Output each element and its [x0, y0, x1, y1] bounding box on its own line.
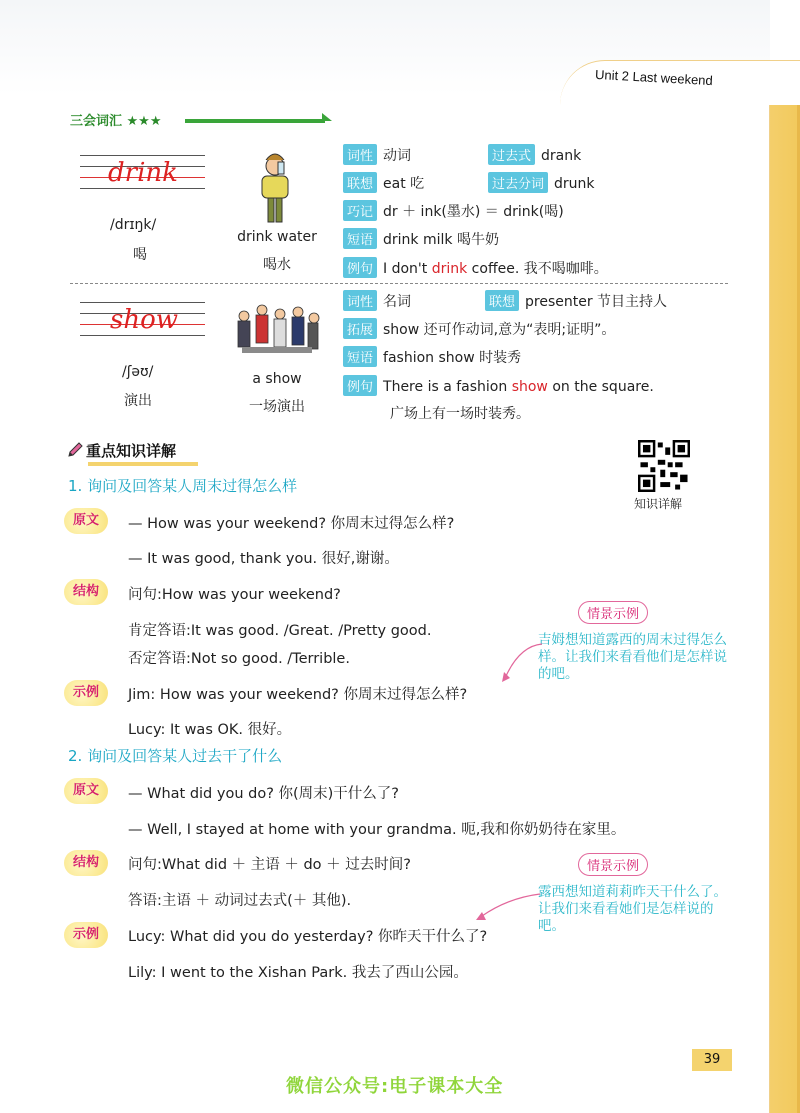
scenario-tag: 情景示例: [578, 601, 648, 624]
info-row: [485, 290, 667, 311]
info-row: [343, 200, 564, 221]
item-title: 2. 询问及回答某人过去干了什么: [68, 747, 283, 765]
pointer-arrow: [468, 890, 548, 930]
original-line: — It was good, thank you. 很好,谢谢。: [128, 551, 399, 567]
tag-part-of-speech: 词性: [343, 290, 377, 311]
section-bar: [185, 119, 325, 123]
structure-line: 问句:How was your weekend?: [128, 587, 341, 603]
example-label: 示例: [64, 680, 108, 706]
row-text: There is a fashion: [383, 379, 512, 395]
info-row: [343, 318, 615, 339]
row-text: drink milk 喝牛奶: [383, 232, 499, 248]
example-line: Lucy: It was OK. 很好。: [128, 722, 292, 738]
original-line: — How was your weekend? 你周末过得怎么样?: [128, 516, 455, 532]
highlight-word: show: [511, 379, 548, 395]
info-row: [343, 375, 654, 396]
info-row: 广场上有一场时装秀。: [390, 406, 530, 422]
section-title: 三会词汇 ★★★: [70, 114, 162, 129]
show-illustration: [232, 298, 322, 364]
info-row: [343, 257, 608, 278]
structure-line: 答语:主语 ＋ 动词过去式(＋ 其他).: [128, 893, 352, 909]
unit-title: Unit 2 Last weekend: [594, 66, 714, 89]
highlight-word: drink: [431, 261, 468, 277]
knowledge-title-text: 重点知识详解: [86, 442, 177, 460]
picture-label-en: a show: [252, 371, 302, 387]
info-row: [488, 172, 595, 193]
row-text: on the square.: [547, 379, 654, 395]
word-meaning: 演出: [124, 393, 152, 409]
scenario-text: 吉姆想知道露西的周末过得怎么样。让我们来看看他们是怎样说的吧。: [538, 632, 727, 682]
row-text: fashion show 时装秀: [383, 350, 522, 366]
title-underline: [88, 462, 198, 466]
info-row: [343, 346, 521, 367]
row-text: 动词: [383, 148, 412, 164]
structure-label: 结构: [64, 850, 108, 876]
info-row: [343, 144, 411, 165]
row-text: show 还可作动词,意为“表明;证明”。: [383, 322, 616, 338]
structure-line: 问句:What did ＋ 主语 ＋ do ＋ 过去时间?: [128, 857, 411, 873]
word-meaning: 喝: [133, 247, 147, 263]
tag-association: 联想: [485, 290, 519, 311]
row-text: 名词: [383, 294, 412, 310]
row-text: presenter 节目主持人: [525, 294, 668, 310]
picture-label-cn: 喝水: [263, 257, 291, 273]
tag-example: 例句: [343, 257, 377, 278]
vocab-word: drink: [108, 158, 178, 188]
structure-label: 结构: [64, 579, 108, 605]
tag-example: 例句: [343, 375, 377, 396]
scenario-text: 露西想知道莉莉昨天干什么了。让我们来看看她们是怎样说的吧。: [538, 884, 727, 934]
row-text: coffee. 我不喝咖啡。: [467, 261, 608, 277]
phonetic: /ʃəʊ/: [122, 364, 154, 380]
picture-label-en: drink water: [237, 229, 317, 245]
item-title: 1. 询问及回答某人周末过得怎么样: [68, 477, 298, 495]
row-text: eat 吃: [383, 176, 425, 192]
row-text: dr ＋ ink(墨水) ＝ drink(喝): [383, 204, 564, 220]
tag-phrase: 短语: [343, 228, 377, 249]
row-text: I don't: [383, 261, 432, 277]
phonetic: /drɪŋk/: [110, 217, 157, 233]
vocab-word: show: [110, 305, 178, 335]
tag-past-participle: 过去分词: [488, 172, 548, 193]
drink-water-illustration: [248, 148, 298, 228]
structure-line: 否定答语:Not so good. /Terrible.: [128, 651, 350, 667]
example-line: Lily: I went to the Xishan Park. 我去了西山公园。: [128, 965, 468, 981]
structure-line: 肯定答语:It was good. /Great. /Pretty good.: [128, 623, 432, 639]
info-row: [343, 172, 424, 193]
info-row: [343, 228, 499, 249]
original-line: — What did you do? 你(周末)干什么了?: [128, 786, 400, 802]
divider: [70, 283, 728, 284]
scenario-tag: 情景示例: [578, 853, 648, 876]
original-line: — Well, I stayed at home with your grandma. 呃,我和你奶奶待在家里。: [128, 822, 626, 838]
tag-extension: 拓展: [343, 318, 377, 339]
row-text: drank: [541, 148, 582, 164]
tag-phrase: 短语: [343, 346, 377, 367]
example-line: Lucy: What did you do yesterday? 你昨天干什么了?: [128, 929, 488, 945]
picture-label-cn: 一场演出: [249, 399, 305, 415]
tag-memory-tip: 巧记: [343, 200, 377, 221]
page-number: 39: [692, 1049, 732, 1071]
pointer-arrow: [490, 640, 550, 690]
example-line: Jim: How was your weekend? 你周末过得怎么样?: [128, 687, 468, 703]
tag-part-of-speech: 词性: [343, 144, 377, 165]
info-row: [488, 144, 581, 165]
pencil-icon: [66, 441, 84, 459]
original-label: 原文: [64, 778, 108, 804]
example-label: 示例: [64, 922, 108, 948]
section-bar-end: [322, 113, 332, 121]
row-text: drunk: [554, 176, 595, 192]
tag-association: 联想: [343, 172, 377, 193]
info-row: [343, 290, 411, 311]
original-label: 原文: [64, 508, 108, 534]
qr-label: 知识详解: [634, 497, 683, 511]
qr-code[interactable]: [638, 440, 690, 492]
tag-past-tense: 过去式: [488, 144, 535, 165]
footer-watermark: 微信公众号:电子课本大全: [286, 1076, 504, 1097]
knowledge-title: [66, 440, 176, 461]
